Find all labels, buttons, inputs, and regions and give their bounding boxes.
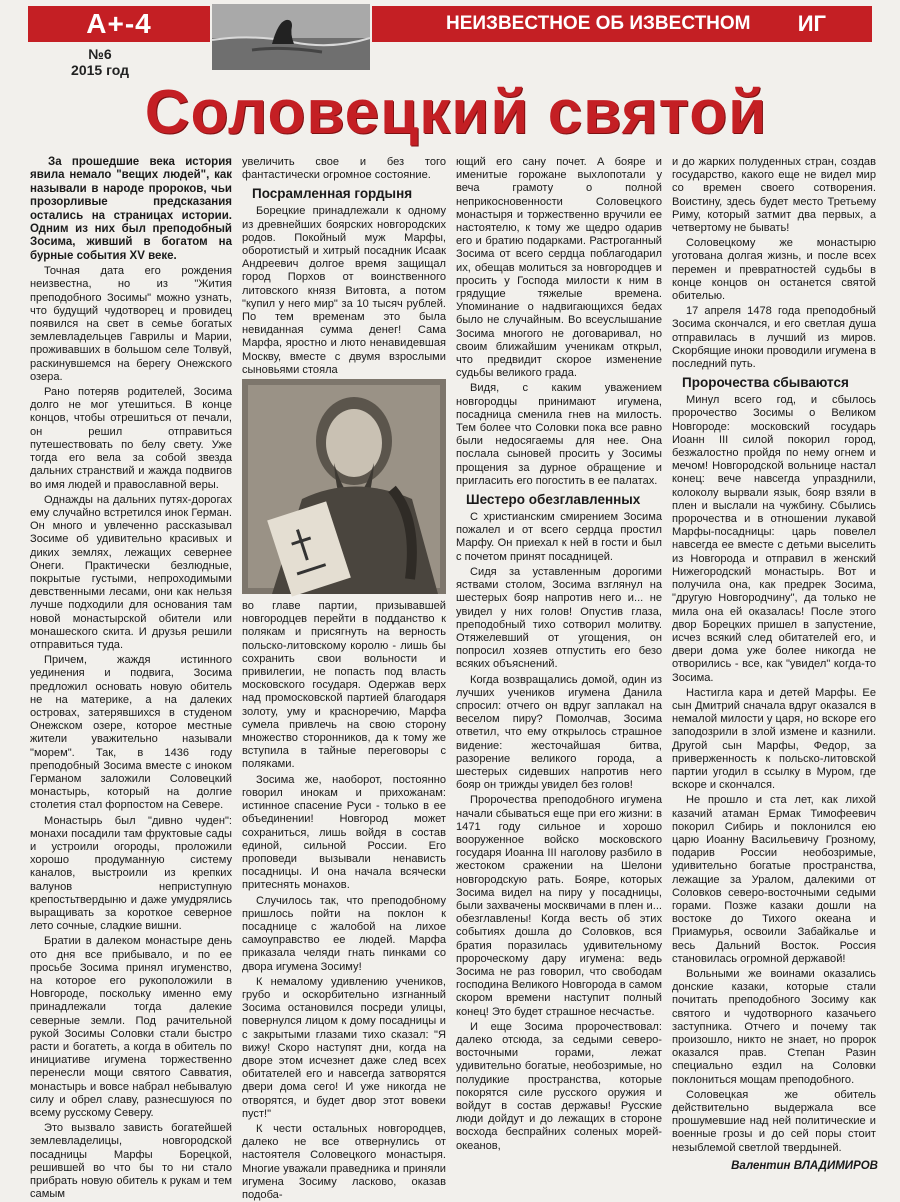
icon-image [242, 379, 446, 594]
author-signature: Валентин ВЛАДИМИРОВ [731, 1160, 878, 1172]
subheading: Пророчества сбываются [682, 375, 849, 391]
paragraph: Когда возвращались домой, один из лучших учеников игумена Данила спросил: отчего он вдруг заплакал на веселом пиру? Помолчав, Зосима ответил, что ему открылось страшное видение: жесточайшая битва, разорение великого города, а шестерых сидевших напротив него бояр он трижды увидел без голов! [456, 673, 662, 792]
issue-info [40, 46, 160, 78]
paragraph: Зосима же, наоборот, постоянно говорил инокам и прихожанам: истинное спасение Руси - только в ее объединении! Новгород может сохраниться, лишь войдя в состав единой, сильной России. Его проповеди вызывали ненависть посадницы. И она начала всячески притеснять монахов. [242, 773, 446, 892]
paragraph: И еще Зосима пророчествовал: далеко отсюда, за седыми северо-восточными горами, лежат удивительно богатые, необозримые, но полудикие пространства, которые покорятся силе русского оружия и войдут в состав державы! Русские люди дойдут и до лежащих в стороне восхода беспрайних соленых морей-океанов, [456, 1020, 662, 1152]
paragraph: Вольными же воинами оказались донские казаки, которые стали почитать преподобного Зосиму как святого и чудотворного казачьего заступника. Отчего и почему так произошло, никто не знает, но пророк оказался прав. Степан Разин специально ездил на Соловки поклониться мощам преподобного. [672, 967, 876, 1086]
paragraph: Минул всего год, и сбылось пророчество Зосимы о Великом Новгороде: московский государь Иоанн III силой покорил город, безжалостно пройдя по нему огнем и мечом! Новгородской вольнице настал конец: вече навсегда упразднили, колоколу вырвали язык, бояр взяли в плен и выслали на чужбину. Сбылись пророчества и в отношении лукавой Марфы-посадницы: царь повелел навсегда ее вместе с детьми выселить из Новгорода и отправил в женский Нижегородский монастырь. Вот и получила она, как предрек Зосима, "другую Новгородчину", да только не мила она ей оказалась! После этого двор Борецких пришел в запустение, исчез всякий след обитателей его, и двери дома уже более никогда не отворились - все, как "увидел" когда-то Зосима. [672, 394, 876, 684]
paragraph: Причем, жаждя истинного уединения и подвига, Зосима предложил основать новую обитель не на материке, а на далеких островах, затерявшихся в студеном Онежском озере, которое местные жители уважительно называли "морем". Так, в 1436 году преподобный Зосима вместе с иноком Германом заложили Соловецкий монастырь, который на долгие столетия стал форпостом на Севере. [30, 654, 232, 812]
paragraph: Случилось так, что преподобному пришлось пойти на поклон к посаднице с жалобой на лихое самоуправство ее людей. Марфа приказала челяди гнать пинками со двора игумена Зосиму! [242, 894, 446, 973]
paragraph: Братии в далеком монастыре день ото дня все прибывало, и по ее просьбе Зосима принял игуменство, на которое его рукоположили в Новгороде, поскольку именно ему принадлежали тогда далекие северные земли. Под рачительной рукой Зосимы Соловки стали быстро расти и богатеть, а когда в обитель по инициативе игумена торжественно перенесли мощи святого Савватия, монастырь и вовсе набрал небывалую силу и обрел славу, разнесшуюся по всему русскому Северу. [30, 935, 232, 1120]
paragraph: Точная дата его рождения неизвестна, но из "Жития преподобного Зосимы" можно узнать, что будущий чудотворец и провидец появился на свет в семье богатых землевладельцев Гаврилы и Марии, проживавших в большом селе Толвуй, раскинувшемся на берегу Онежского озера. [30, 265, 232, 383]
paragraph: Видя, с каким уважением новгородцы принимают игумена, посадница сменила гнев на милость. Тем более что Соловки пока все равно были недосягаемы для нее. Она послала сыновей просить у Зосимы прощения за дурное обращение и пригласить его погостить в ее палатах. [456, 382, 662, 487]
paragraph: К чести остальных новгородцев, далеко не все отвернулись от настоятеля Соловецкого монастыря. Многие уважали праведника и приняли игумена Зосиму ласково, оказав подоба- [242, 1122, 446, 1201]
paragraph: Борецкие принадлежали к одному из древнейших боярских новгородских родов. Покойный муж Марфы, оборотистый и хитрый посадник Исаак Андреевич долгое время защищал город Порхов от воинственного литовского князя Витовта, а потом "купил у него мир" за 10 тысяч рублей. По тем временам это была невиданная сумма денег! Сама Марфа, яростно и люто ненавидевшая Москву, вместе с двумя взрослыми сыновьями стояла [242, 205, 446, 376]
column-2-bottom [242, 600, 446, 1202]
issue-number: №6 [88, 46, 112, 62]
paragraph: Соловецкая же обитель действительно выдержала все прошумевшие над ней политические и военные грозы и до сей поры стоит незыблемой светлой твердыней. [672, 1088, 876, 1154]
rubric-label: А+-4 [28, 6, 210, 42]
column-4 [672, 156, 876, 1176]
article-headline: Соловецкий святой [144, 78, 768, 147]
issue-year: 2015 год [71, 62, 129, 78]
paragraph: Соловецкому же монастырю уготована долгая жизнь, и после всех перемен и превратностей судьбы в конце концов он останется святой обителью. [672, 237, 876, 303]
paragraph: и до жарких полуденных стран, создав государство, какого еще не видел мир со времен своего сотворения. Воистину, здесь будет место Третьему Риму, который затмит два первых, а четвертому не бывать! [672, 156, 876, 235]
subheading: Посрамленная гордыня [252, 186, 413, 202]
paragraph: Это вызвало зависть богатейшей землевладелицы, новгородской посадницы Марфы Борецкой, решившей во что бы то ни стало прибрать новую обитель к рукам и тем самым [30, 1122, 232, 1201]
section-tag: ИГ [797, 11, 826, 36]
paragraph: К немалому удивлению учеников, грубо и оскорбительно изгнанный Зосима остановился посреди улицы, повернулся лицом к дому посадницы и с закрытыми глазами тихо сказал: "Я вижу! Скоро наступят дни, когда на дворе этом исчезнет даже след всех обитателей его и навсегда затворятся двери дома сего! И уже никогда не отворятся, и будет двор этот вовеки пуст!" [242, 975, 446, 1120]
header-photo [212, 4, 370, 70]
lead-paragraph: За прошедшие века история явила немало "вещих людей", как называли в народе пророков, чьи прозорливые предсказания остались на страницах истории. Одним из них был преподобный Зосима, живший в богатом на бурные события XV веке. [30, 156, 232, 262]
section-title: НЕИЗВЕСТНОЕ ОБ ИЗВЕСТНОМ [446, 13, 751, 34]
paragraph: во главе партии, призывавшей новгородцев перейти в подданство к полякам и присягнуть на верность польско-литовскому королю - лишь бы сохранить свои вольности и привилегии, не попасть под власть московского государя. Одержав верх над промосковской партией благодаря золоту, уму и красноречию, Марфа сумела привлечь на свою сторону множество сторонников, да к тому же вступила в тайные переговоры с поляками. [242, 600, 446, 771]
column-2 [242, 156, 446, 1201]
paragraph: Не прошло и ста лет, как лихой казачий атаман Ермак Тимофеевич покорил Сибирь и поклонился ею царю Иоанну Васильевичу Грозному, подарив России необозримые, удивительно богатые пространства, лежащие за Уралом, далекими от Соловков северо-восточными седыми горами. Позже казаки дошли на востоке до Тихого океана и Приамурья, освоили Забайкалье и весь Дальний Восток. Россия становилась огромной державой! [672, 794, 876, 965]
paragraph: ющий его сану почет. А бояре и именитые горожане выхлопотали у веча грамоту о полной неприкосновенности Соловецкого монастыря и торжественно вручили ее настоятелю, к тому же щедро одарив его и братию подарками. Растроганный Зосима от всего сердца поблагодарил их, обещав молиться за новгородцев и просить у Господа милости к ним в грядущие тяжелые времена. Упоминание о надвигающихся бедах было не случайным. Во всеуслышание Зосима многого не договаривал, но своим ближайшим ученикам открыл, что предвидит скорое изменение судьбы великого града. [456, 156, 662, 380]
paragraph: увеличить свое и без того фантастически огромное состояние. [242, 156, 446, 182]
subheading: Шестеро обезглавленных [466, 492, 641, 508]
paragraph: Однажды на дальних путях-дорогах ему случайно встретился инок Герман. Он много и увлеченно рассказывал Зосиме об удивительно красивых и диких землях, лежащих севернее Онеги. Практически безлюдные, покрытые густыми, непроходимыми девственными лесами, они как нельзя лучше подходили для основания там новой монастырской обители или монашеского скита. И друзья решили отправиться туда. [30, 493, 232, 651]
paragraph: Пророчества преподобного игумена начали сбываться еще при его жизни: в 1471 году сильное и хорошо вооруженное войско московского государя Иоанна III наголову разбило в жестоком сражении на Шелони новгородскую рать. Бояре, которых Зосима видел на пиру у посадницы, были захвачены москвичами в плен и... обезглавлены! Когда весть об этих событиях дошла до Соловков, вся братия поразилась удивительному пророческому дару игумена: ведь Зосима не раз говорил, что свободам господина Великого Новгорода в самом скором времени наступит полный конец! Это будет страшное несчастье. [456, 794, 662, 1018]
paragraph: С христианским смирением Зосима пожалел и от всего сердца простил Марфу. Он приехал к ней в гости и был с почетом принят посадницей. [456, 511, 662, 563]
paragraph: Настигла кара и детей Марфы. Ее сын Дмитрий сначала вдруг оказался в немалой милости у царя, но вскоре его заподозрили в злой измене и казнили. Другой сын Марфы, Федор, за приверженность к польско-литовской партии угодил в ссылку в Муром, где вскоре и скончался. [672, 686, 876, 792]
section-bar [372, 6, 872, 42]
column-1 [30, 156, 232, 1201]
paragraph: Монастырь был "дивно чуден": монахи посадили там фруктовые сады и устроили огороды, проложили хорошо продуманную систему каналов, выстроили из крепких валунов неприступную крепостьтвердыню и даже умудрялись выращивать за короткое северное лето сочные, сладкие вишни. [30, 814, 232, 933]
paragraph: Рано потеряв родителей, Зосима долго не мог утешиться. В конце концов, чтобы отрешиться от печали, он решил отправиться путешествовать по белу свету. Уже тогда его вела за собой звезда дальних странствий и жажда подвигов во имя людей и православной веры. [30, 386, 232, 491]
column-3 [456, 156, 662, 1176]
paragraph: Сидя за уставленным дорогими яствами столом, Зосима взглянул на шестерых бояр напротив него и... не увидел у них голов! Опустив глаза, преподобный тихо сотворил молитву. Отяжелевший от угощения, он попросил хозяев отпустить его безо всяких объяснений. [456, 565, 662, 671]
paragraph: 17 апреля 1478 года преподобный Зосима скончался, и его светлая душа отправилась в лучший из миров. Скорбящие иноки проводили игумена в последний путь. [672, 305, 876, 371]
column-2-top [242, 156, 446, 377]
